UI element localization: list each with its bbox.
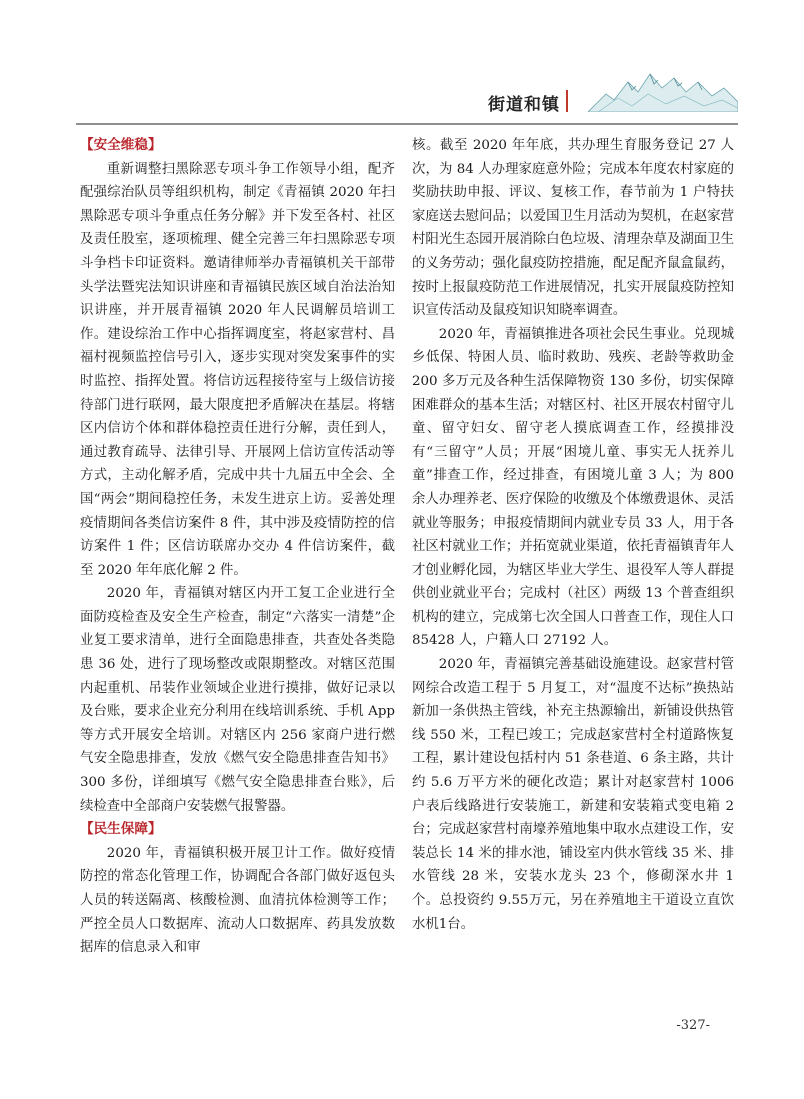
mountain-illustration-icon — [588, 68, 738, 112]
left-column — [80, 134, 395, 960]
paragraph: 2020 年，青福镇对辖区内开工复工企业进行全面防疫检查及安全生产检查，制定“六落实一清楚”企业复工要求清单，进行全面隐患排查，共查处各类隐患 36 处，进行了现场整改或限期整改。对辖区范围内起重机、吊装作业领域企业进行摸排，做好记录以及台账，要求企业充分利用在线培训系统、手机 App 等方式开展安全培训。对辖区内 256 家商户进行燃气安全隐患排查，发放《燃气安全隐患排查告知书》300 多份，详细填写《燃气安全隐患排查台账》，后续检查中全部商户安装燃气报警器。 — [80, 586, 395, 814]
section-title-security: 安全维稳 — [93, 137, 148, 153]
header-accent-bar — [566, 90, 568, 112]
section-title-livelihood: 民生保障 — [93, 821, 148, 838]
section-header-title: 街道和镇 — [488, 95, 560, 115]
paragraph: 重新调整扫黑除恶专项斗争工作领导小组，配齐配强综治队员等组织机构，制定《青福镇 2020 年扫黑除恶专项斗争重点任务分解》并下发至各村、社区及责任股室，逐项梳理、健全完善三年扫黑除恶专项斗争档卡印证资料。邀请律师举办青福镇机关干部带头学法暨宪法知识讲座和青福镇民族区域自治法治知识讲座，并开展青福镇 2020 年人民调解员培训工作。建设综治工作中心指挥调度室，将赵家营村、昌福村视频监控信号引入，逐步实现对突发案事件的实时监控、指挥处置。将信访远程接待室与上级信访接待部门进行联网，最大限度把矛盾解决在基层。将辖区内信访个体和群体稳控责任进行分解，责任到人，通过教育疏导、法律引导、开展网上信访宣传活动等方式，主动化解矛盾，完成中共十九届五中全会、全国“两会”期间稳控任务，未发生进京上访。妥善处理疫情期间各类信访案件 8 件，其中涉及疫情防控的信访案件 1 件；区信访联席办交办 4 件信访案件，截至 2020 年年底化解 2 件。 — [80, 161, 395, 578]
bracket-close: 】 — [147, 137, 162, 153]
paragraph: 2020 年，青福镇积极开展卫计工作。做好疫情防控的常态化管理工作，协调配合各部门做好返包头人员的转送隔离、核酸检测、血清抗体检测等工作；严控全员人口数据库、流动人口数据库、药具发放数据库的信息录入和审 — [80, 845, 395, 956]
paragraph: 2020 年，青福镇完善基础设施建设。赵家营村管网综合改造工程于 5 月复工，对“温度不达标”换热站新加一条供热主管线，补充主热源输出，新铺设供热管线 550 米，工程已竣工；完成赵家营村全村道路恢复工程，累计建设包括村内 51 条巷道、6 条主路，共计约 5.6 万平方米的硬化改造；累计对赵家营村 1006 户表后线路进行安装施工，新建和安装箱式变电箱 2 台；完成赵家营村南壕养殖地集中取水点建设工作，安装总长 14 米的排水池，铺设室内供水管线 35 米、排水管线 28 米，安装水龙头 23 个，修砌深水井 1 个。总投资约 9.55万元，另在养殖地主干道设立直饮水机1台。 — [412, 657, 734, 932]
paragraph-continued: 核。截至 2020 年年底，共办理生育服务登记 27 人次，为 84 人办理家庭意外险；完成本年度农村家庭的奖励扶助申报、评议、复核工作，春节前为 1 户特扶家庭送去慰问品；以爱国卫生月活动为契机，在赵家营村阳光生态园开展消除白色垃圾、清理杂草及湖面卫生的义务劳动；强化鼠疫防控措施，配足配齐鼠盒鼠药，按时上报鼠疫防范工作进展情况，扎实开展鼠疫防控知识宣传活动及鼠疫知识知晓率调查。 — [412, 138, 734, 319]
bracket-close: 】 — [147, 821, 162, 838]
page-number: -327- — [676, 1018, 710, 1033]
section-heading-security — [80, 134, 395, 158]
header-divider — [76, 123, 738, 125]
paragraph: 2020 年，青福镇推进各项社会民生事业。兑现城乡低保、特困人员、临时救助、残疾、老龄等救助金 200 多万元及各种生活保障物资 130 多份，切实保障困难群众的基本生活；对辖区村、社区开展农村留守儿童、留守妇女、留守老人摸底调查工作，经摸排没有“三留守”人员；开展“困境儿童、事实无人抚养儿童”排查工作，经过排查，有困境儿童 3 人；为 800 余人办理养老、医疗保险的收缴及个体缴费退休、灵活就业等服务；申报疫情期间内就业专员 33 人，用于各社区村就业工作；并拓宽就业渠道，依托青福镇青年人才创业孵化园，为辖区毕业大学生、退役军人等人群提供创业就业平台；完成村（社区）两级 13 个普查组织机构的建立，完成第七次全国人口普查工作，现住人口 85428 人，户籍人口 27192 人。 — [412, 326, 734, 649]
right-column — [412, 134, 734, 936]
bracket-open: 【 — [80, 137, 94, 153]
bracket-open: 【 — [80, 821, 94, 838]
section-heading-livelihood — [80, 818, 395, 842]
